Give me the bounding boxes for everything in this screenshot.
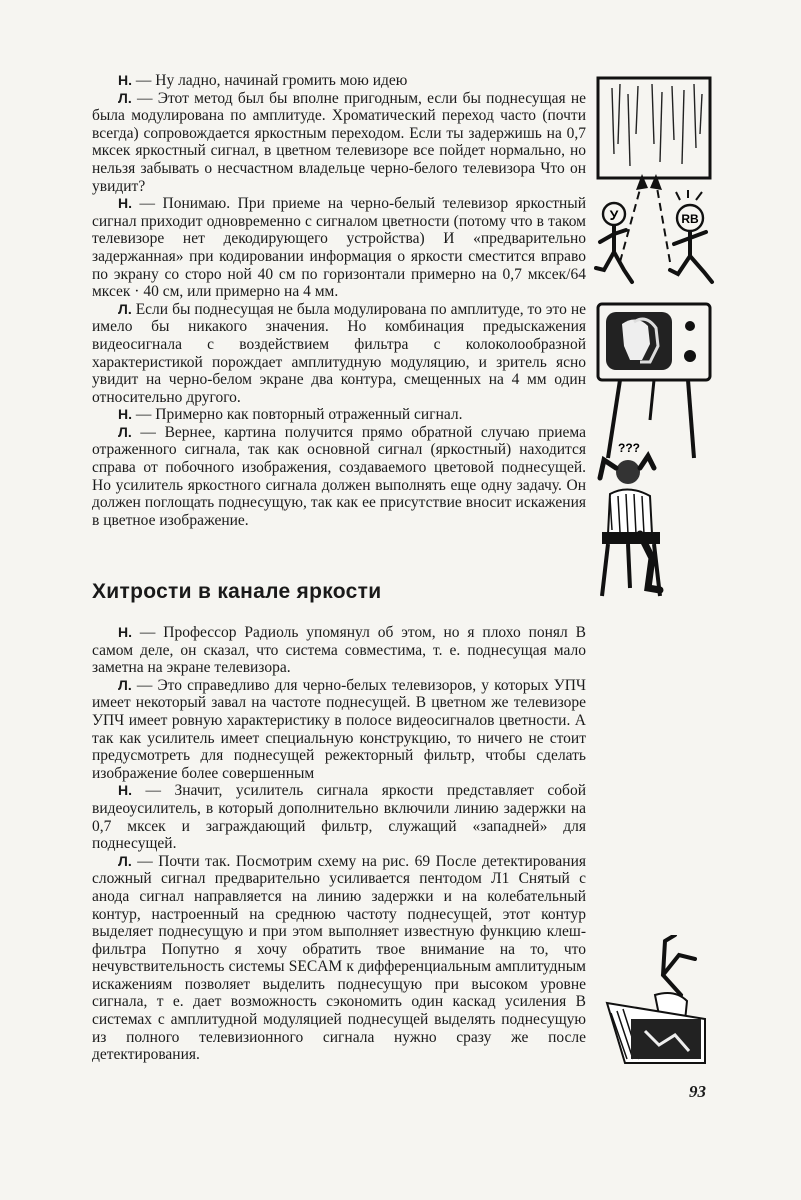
speaker-label: Н. bbox=[118, 624, 132, 640]
section-heading: Хитрости в канале яркости bbox=[92, 580, 382, 603]
paragraph-text: Если бы поднесущая не была модулирована по амплитуде, то это не имело бы никакого значения. Но комбинация предыскажения видеосигнала с воздействием фильтра с колоколообразной характеристикой порождает амплитудную модуляцию, и зритель ясно увидит на черно-белом экране два контура, смещенных на 4 мм один относительно другого. bbox=[92, 300, 586, 406]
figure-label-rb: RB bbox=[681, 212, 699, 226]
speaker-label: Л. bbox=[118, 852, 132, 869]
speaker-label: Н. bbox=[118, 195, 132, 212]
paragraph-text: Вернее, картина получится прямо обратной случаю приема отраженного сигнала, так как основной сигнал (яркостный) находится справа от побочного изображения, создаваемого цветовой поднесущей. Но усилитель яркостного сигнала должен выполнять еще одну задачу. Он должен поглощать поднесущую, так как ее присутствие вносит искажения в цветное изображение. bbox=[92, 423, 587, 529]
page-number: 93 bbox=[689, 1082, 706, 1101]
paragraph: Н. — Понимаю. При приеме на черно-белый телевизор яркостный сигнал приходит одновременно с сигналом цветности (потому что в таком телевизоре нет декодирующего устройства) И «предварительно задержанная» при кодировании информация о яркости сместится вправо по экрану со сторо ной 40 см по горизонтали примерно на 0,7 мксек/64 мксек · 40 см, или примерно на 4 мм. bbox=[92, 195, 587, 301]
speaker-label: Н. bbox=[118, 782, 132, 799]
paragraph: Н. — Ну ладно, начинай громить мою идею bbox=[118, 72, 408, 89]
speaker-label: Н. bbox=[118, 406, 132, 423]
speaker-label: Л. bbox=[118, 300, 132, 317]
paragraph-text: Значит, усилитель сигнала яркости представляет собой видеоусилитель, в который дополнительно включили линию задержки на 0,7 мксек и заграждающий фильтр, служащий «западней» для поднесущей. bbox=[92, 782, 586, 853]
paragraph: Н. — Примерно как повторный отраженный сигнал. bbox=[118, 406, 463, 424]
diving-figure-illustration bbox=[605, 935, 720, 1070]
speaker-label: Л. bbox=[118, 423, 132, 440]
dialogue-block-1 bbox=[92, 72, 586, 529]
paragraph-text: Примерно как повторный отраженный сигнал. bbox=[155, 406, 463, 424]
screen-running-figures-illustration bbox=[592, 74, 722, 289]
paragraph: Л. — Почти так. Посмотрим схему на рис. 69 После детектирования сложный сигнал предварительно усиливается пентодом Л1 Снятый с анода сигнал направляется на линию задержки и на колебательный контур, настроенный на среднюю частоту поднесущей, этот контур выделяет поднесущую и при этом выполняет известную функцию клеш-фильтра Попутно я хочу обратить твое внимание на то, что нечувствительность системы SECAM к дифференциальным амплитудным искажениям позволяет выделить поднесущую при высоком уровне сигнала, т е. дает возможность сэкономить один каскад усиления В системах с амплитудной модуляцией поднесущей выделять поднесущую из полного телевизионного сигнала нужно сразу же после детектирования. bbox=[92, 852, 587, 1064]
speaker-label: Л. bbox=[118, 676, 132, 693]
paragraph: Л. — Вернее, картина получится прямо обратной случаю приема отраженного сигнала, так как основной сигнал (яркостный) находится справа от побочного изображения, создаваемого цветовой поднесущей. Но усилитель яркостного сигнала должен выполнять еще одну задачу. Он должен поглощать поднесущую, так как ее присутствие вносит искажения в цветное изображение. bbox=[92, 423, 587, 529]
paragraph-text: Этот метод был бы вполне пригодным, если бы поднесущая не была модулирована по амплитуде. Хроматический переход часто (почти всегда) сопровождается яркостным переходом. Если ты задержишь на 0,7 мксек яркостный сигнал, в цветном телевизоре все пойдет нормально, но нельзя забывать о несчастном владельце черно-белого телевизора Что он увидит? bbox=[92, 89, 587, 195]
figure-label-y: У bbox=[609, 207, 619, 223]
paragraph-text: Почти так. Посмотрим схему на рис. 69 После детектирования сложный сигнал предварительно усиливается пентодом Л1 Снятый с анода сигнал направляется на линию задержки и на колебательный контур, настроенный на среднюю частоту поднесущей, этот контур выделяет поднесущую и при этом выполняет известную функцию клеш-фильтра Попутно я хочу обратить твое внимание на то, что нечувствительность системы SECAM к дифференциальным амплитудным искажениям позволяет выделить поднесущую при высоком уровне сигнала, т е. дает возможность сэкономить один каскад усиления В системах с амплитудной модуляцией поднесущей выделять поднесущую из полного телевизионного сигнала нужно сразу же после детектирования. bbox=[92, 852, 587, 1064]
tv-set-illustration bbox=[590, 300, 720, 460]
speaker-label: Л. bbox=[118, 89, 132, 106]
paragraph-text: Это справедливо для черно-белых телевизоров, у которых УПЧ имеет некоторый завал на частоте поднесущей. В цветном же телевизоре УПЧ имеет ровную характеристику в полосе видеосигналов цветности. А так как усилитель имеет специальную конструкцию, то ничего не стоит предусмотреть для поднесущей режекторный фильтр, чтобы сделать изображение более совершенным bbox=[92, 676, 587, 782]
paragraph: Н. — Значит, усилитель сигнала яркости представляет собой видеоусилитель, в который дополнительно включили линию задержки на 0,7 мксек и заграждающий фильтр, служащий «западней» для поднесущей. bbox=[92, 782, 586, 853]
paragraph: Л. — Это справедливо для черно-белых телевизоров, у которых УПЧ имеет некоторый завал на частоте поднесущей. В цветном же телевизоре УПЧ имеет ровную характеристику в полосе видеосигналов цветности. А так как усилитель имеет специальную конструкцию, то ничего не стоит предусмотреть для поднесущей режекторный фильтр, чтобы сделать изображение более совершенным bbox=[92, 676, 587, 782]
paragraph: Л. — Этот метод был бы вполне пригодным, если бы поднесущая не была модулирована по амплитуде. Хроматический переход часто (почти всегда) сопровождается яркостным переходом. Если ты задержишь на 0,7 мксек яркостный сигнал, в цветном телевизоре все пойдет нормально, но нельзя забывать о несчастном владельце черно-белого телевизора Что он увидит? bbox=[92, 89, 587, 195]
paragraph bbox=[92, 301, 586, 407]
paragraph-text: Ну ладно, начинай громить мою идею bbox=[155, 72, 408, 89]
confused-man-illustration bbox=[588, 438, 688, 598]
speaker-label: Н. bbox=[118, 72, 132, 88]
dialogue-block-2 bbox=[92, 624, 586, 1064]
paragraph: Н. — Профессор Радиоль упомянул об этом, но я плохо понял В самом деле, он сказал, что система совместима, т. е. поднесущая мало заметна на экране телевизора. bbox=[92, 624, 586, 677]
paragraph-text: Профессор Радиоль упомянул об этом, но я плохо понял В самом деле, он сказал, что система совместима, т. е. поднесущая мало заметна на экране телевизора. bbox=[92, 624, 586, 677]
question-marks: ??? bbox=[618, 441, 640, 455]
paragraph-text: Понимаю. При приеме на черно-белый телевизор яркостный сигнал приходит одновременно с сигналом цветности (потому что в таком телевизоре нет декодирующего устройства) И «предварительно задержанная» при кодировании информация о яркости сместится вправо по экрану со сторо ной 40 см по горизонтали примерно на 0,7 мксек/64 мксек · 40 см, или примерно на 4 мм. bbox=[92, 195, 587, 301]
